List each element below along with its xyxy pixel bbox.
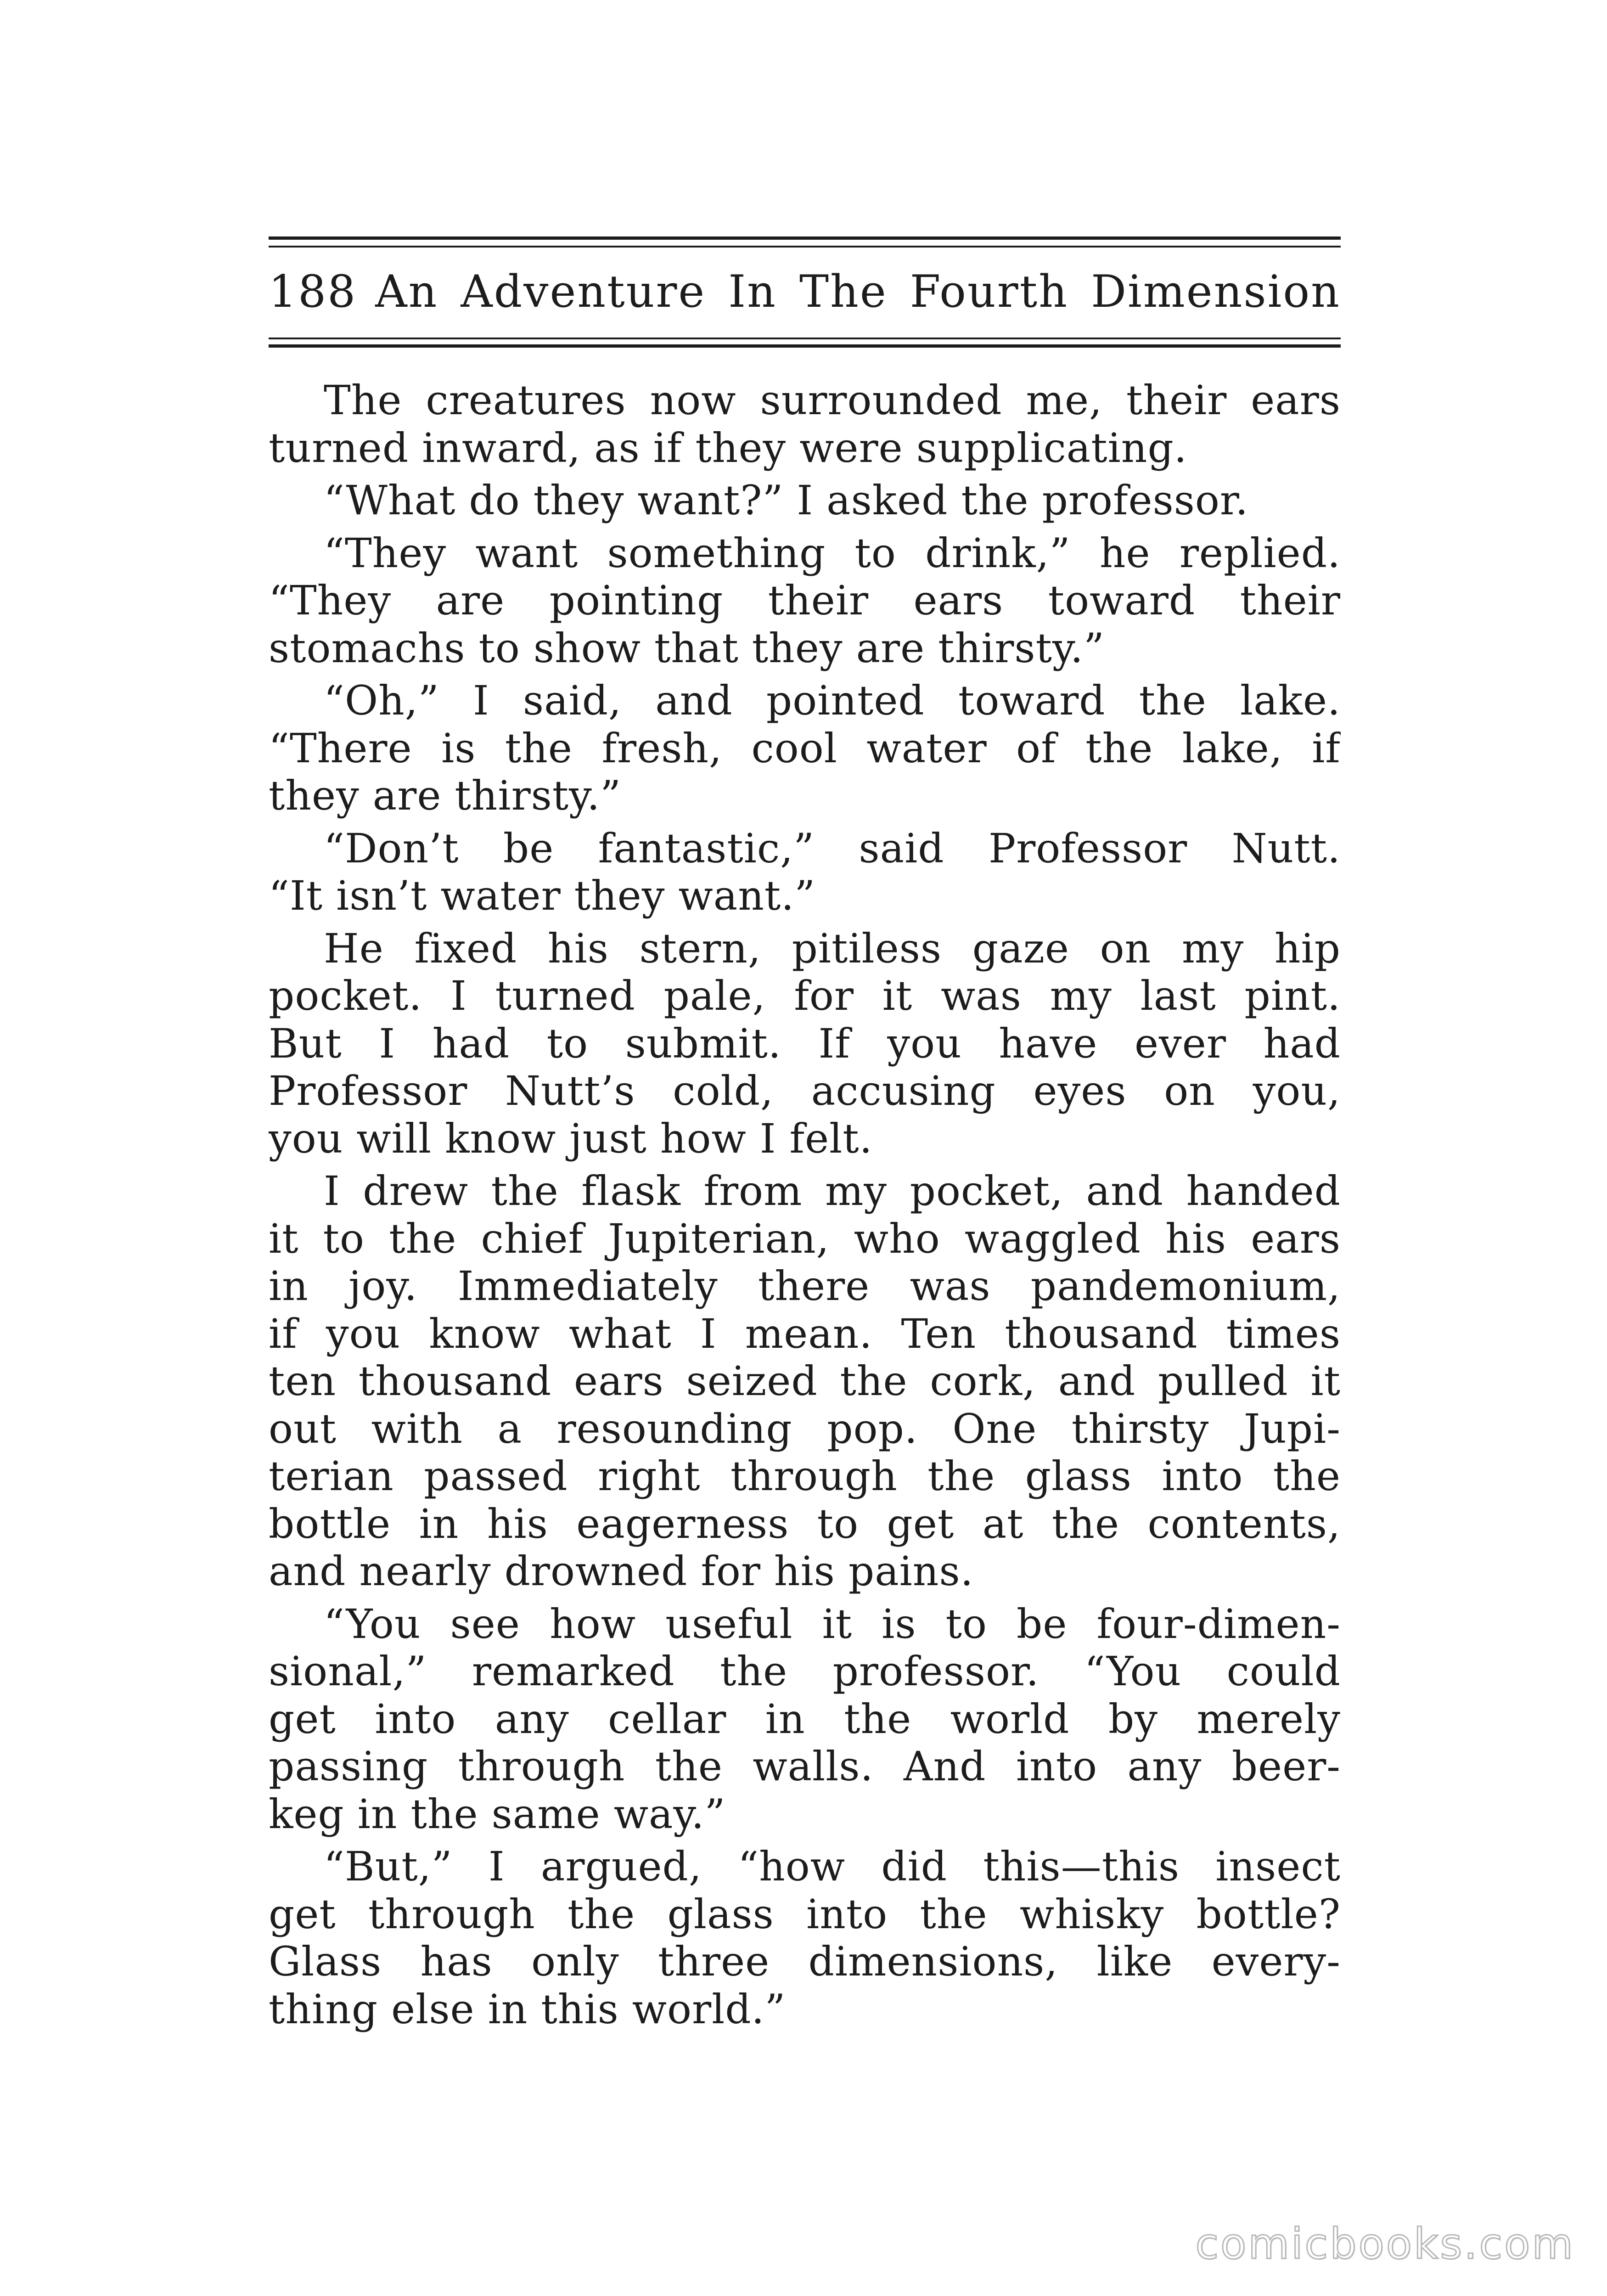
- text-line: thing else in this world.”: [269, 1985, 786, 2033]
- text-line: bottle in his eagerness to get at the contents,: [269, 1500, 1341, 1548]
- text-line: “Don’t be fantastic,” said Professor Nutt.: [324, 824, 1341, 872]
- text-line: passing through the walls. And into any beer-: [269, 1743, 1341, 1790]
- text-line: in joy. Immediately there was pandemonium,: [269, 1262, 1341, 1310]
- text-line: “You see how useful it is to be four-dimen-: [324, 1600, 1341, 1648]
- text-line: get into any cellar in the world by merely: [269, 1695, 1341, 1743]
- text-line: ten thousand ears seized the cork, and pulled it: [269, 1357, 1341, 1405]
- paragraph: [269, 925, 1341, 1163]
- text-line: turned inward, as if they were supplicating.: [269, 424, 1187, 472]
- text-line: and nearly drowned for his pains.: [269, 1548, 974, 1595]
- text-line: Professor Nutt’s cold, accusing eyes on you,: [269, 1067, 1341, 1114]
- text-line: pocket. I turned pale, for it was my last pint.: [269, 972, 1341, 1019]
- text-line: “It isn’t water they want.”: [269, 872, 816, 919]
- text-line: it to the chief Jupiterian, who waggled his ears: [269, 1215, 1341, 1262]
- paragraph: [269, 1843, 1341, 2033]
- text-line: “Oh,” I said, and pointed toward the lake.: [324, 677, 1341, 724]
- text-line: if you know what I mean. Ten thousand times: [269, 1310, 1341, 1357]
- text-line: out with a resounding pop. One thirsty Jupi-: [269, 1405, 1341, 1452]
- paragraph: [269, 477, 1341, 524]
- paragraph: [269, 1167, 1341, 1595]
- text-line: “They are pointing their ears toward their: [269, 577, 1341, 624]
- paragraph: [269, 677, 1341, 820]
- text-line: they are thirsty.”: [269, 772, 622, 819]
- header-rule-top-thick: [269, 236, 1341, 240]
- page-number: 188: [269, 266, 357, 317]
- text-line: stomachs to show that they are thirsty.”: [269, 624, 1105, 672]
- text-line: “What do they want?” I asked the professor.: [324, 477, 1249, 524]
- text-line: “They want something to drink,” he replied.: [324, 529, 1341, 577]
- text-line: He fixed his stern, pitiless gaze on my hip: [324, 924, 1341, 972]
- text-line: keg in the same way.”: [269, 1790, 726, 1838]
- paragraph: [269, 1600, 1341, 1838]
- text-line: terian passed right through the glass into the: [269, 1452, 1341, 1500]
- text-line: But I had to submit. If you have ever had: [269, 1019, 1341, 1067]
- text-line: sional,” remarked the professor. “You could: [269, 1648, 1341, 1695]
- text-line: The creatures now surrounded me, their ears: [324, 377, 1341, 424]
- watermark-logo: comicbooks.com: [1195, 2219, 1575, 2268]
- text-line: Glass has only three dimensions, like every-: [269, 1938, 1341, 1985]
- text-line: I drew the flask from my pocket, and handed: [324, 1167, 1341, 1215]
- paragraph: [269, 529, 1341, 672]
- body-text: [269, 377, 1341, 2038]
- paragraph: [269, 825, 1341, 920]
- text-line: “But,” I argued, “how did this—this insect: [324, 1843, 1341, 1890]
- paragraph: [269, 377, 1341, 472]
- text-line: you will know just how I felt.: [269, 1114, 873, 1162]
- text-line: get through the glass into the whisky bottle?: [269, 1890, 1341, 1938]
- running-head-title: An Adventure In The Fourth Dimension: [375, 266, 1341, 317]
- text-line: “There is the fresh, cool water of the lake, if: [269, 724, 1341, 772]
- header-rule-top-thin: [269, 246, 1341, 248]
- header-rule-bottom-thick: [269, 344, 1341, 348]
- header-rule-bottom-thin: [269, 338, 1341, 339]
- running-head: [269, 264, 1341, 319]
